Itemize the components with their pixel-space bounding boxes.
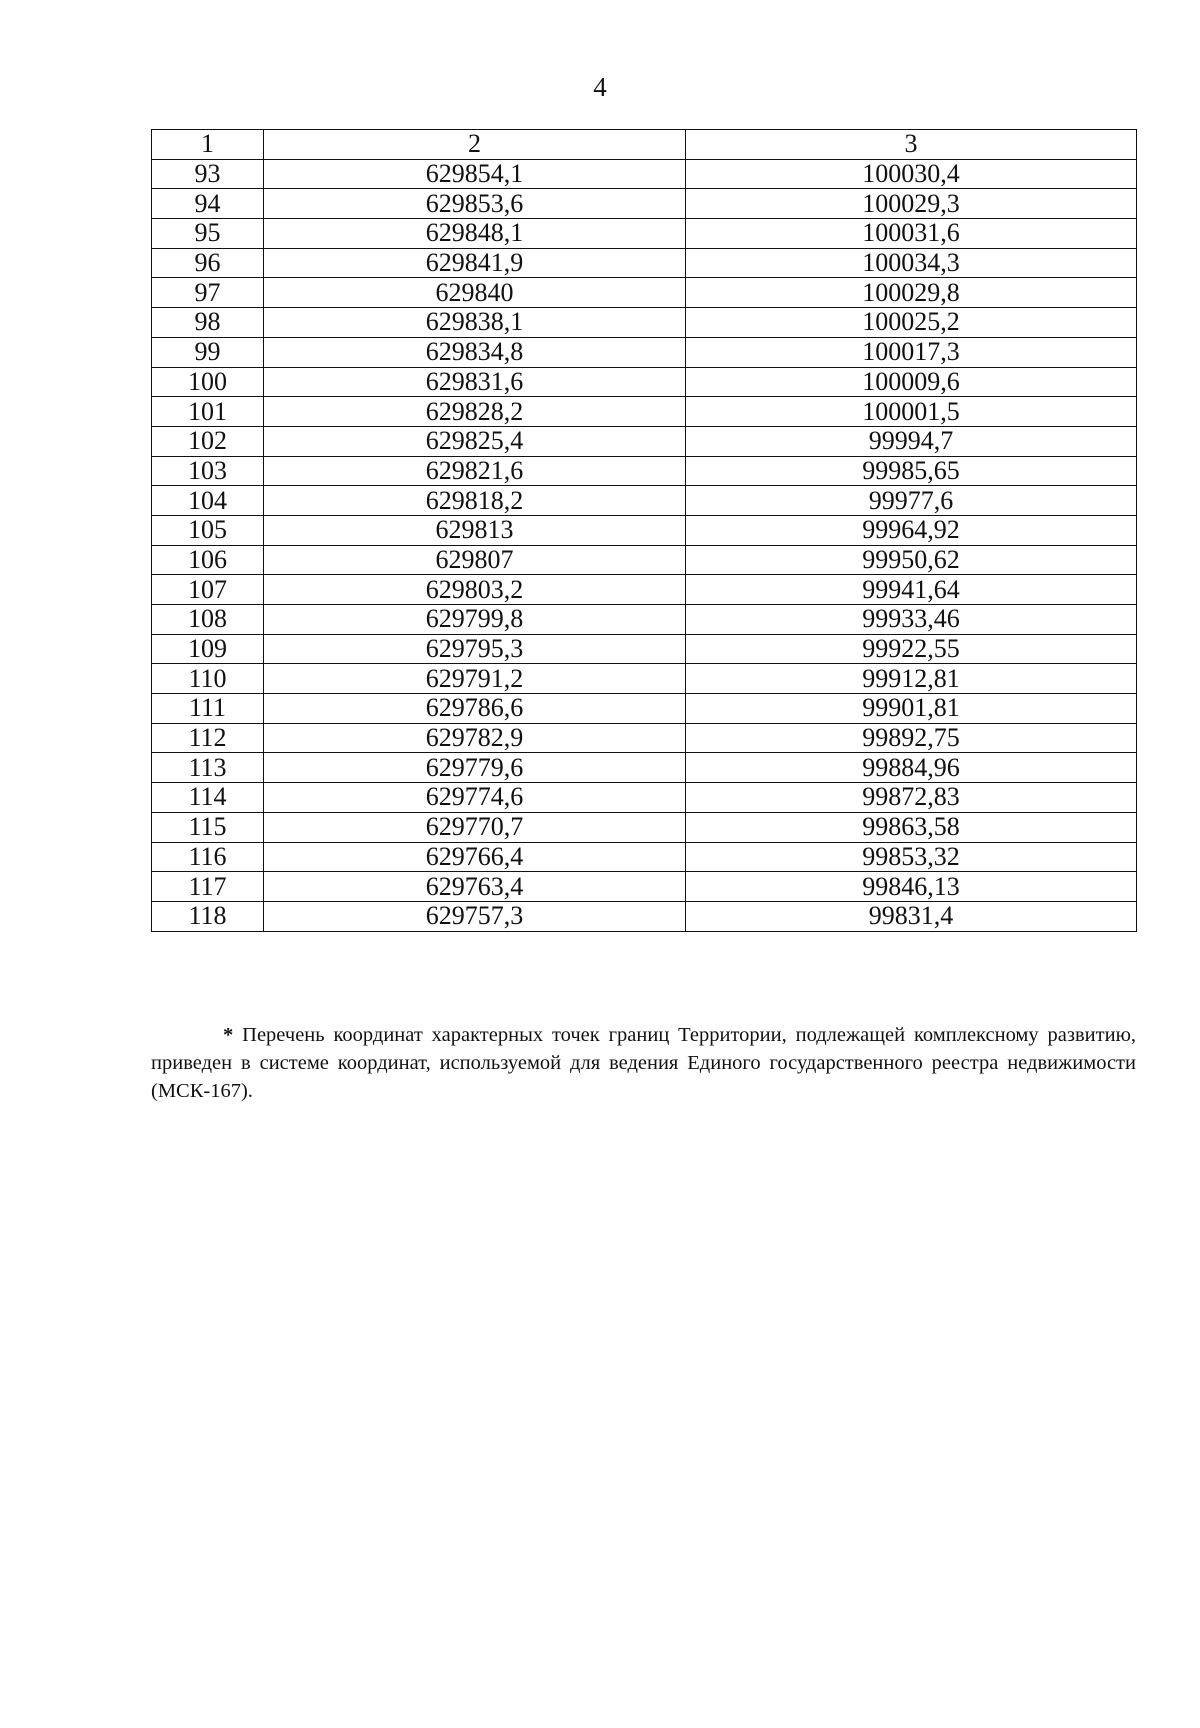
cell-y-coordinate: 100029,8 bbox=[686, 278, 1137, 308]
table-row bbox=[152, 189, 1137, 219]
table-row bbox=[152, 901, 1137, 931]
cell-y-coordinate: 100031,6 bbox=[686, 219, 1137, 249]
table-row bbox=[152, 753, 1137, 783]
cell-x-coordinate: 629853,6 bbox=[264, 189, 686, 219]
cell-y-coordinate: 100001,5 bbox=[686, 397, 1137, 427]
header-cell-x: 2 bbox=[264, 130, 686, 160]
cell-point-number: 94 bbox=[152, 189, 264, 219]
cell-point-number: 100 bbox=[152, 367, 264, 397]
table-row bbox=[152, 426, 1137, 456]
cell-y-coordinate: 99922,55 bbox=[686, 634, 1137, 664]
cell-x-coordinate: 629834,8 bbox=[264, 337, 686, 367]
cell-x-coordinate: 629813 bbox=[264, 515, 686, 545]
cell-y-coordinate: 99846,13 bbox=[686, 872, 1137, 902]
cell-y-coordinate: 99933,46 bbox=[686, 605, 1137, 635]
table-row bbox=[152, 308, 1137, 338]
table-row bbox=[152, 842, 1137, 872]
coordinates-table bbox=[151, 129, 1137, 932]
cell-x-coordinate: 629821,6 bbox=[264, 456, 686, 486]
cell-x-coordinate: 629757,3 bbox=[264, 901, 686, 931]
cell-point-number: 98 bbox=[152, 308, 264, 338]
cell-point-number: 115 bbox=[152, 812, 264, 842]
table-row bbox=[152, 337, 1137, 367]
cell-x-coordinate: 629791,2 bbox=[264, 664, 686, 694]
cell-point-number: 111 bbox=[152, 694, 264, 724]
cell-point-number: 109 bbox=[152, 634, 264, 664]
cell-point-number: 108 bbox=[152, 605, 264, 635]
cell-y-coordinate: 99950,62 bbox=[686, 545, 1137, 575]
table-row bbox=[152, 545, 1137, 575]
table-row bbox=[152, 456, 1137, 486]
table-row bbox=[152, 723, 1137, 753]
cell-x-coordinate: 629838,1 bbox=[264, 308, 686, 338]
cell-y-coordinate: 100009,6 bbox=[686, 367, 1137, 397]
table-row bbox=[152, 278, 1137, 308]
cell-point-number: 96 bbox=[152, 248, 264, 278]
cell-point-number: 118 bbox=[152, 901, 264, 931]
page-number: 4 bbox=[593, 72, 607, 102]
cell-x-coordinate: 629763,4 bbox=[264, 872, 686, 902]
cell-point-number: 104 bbox=[152, 486, 264, 516]
table-row bbox=[152, 486, 1137, 516]
footnote-text: Перечень координат характерных точек границ Территории, подлежащей комплексному развитию, приведен в системе координат, используемой для ведения Единого государственного реестра недвижимости (МСК-167). bbox=[151, 1023, 1137, 1102]
cell-point-number: 93 bbox=[152, 159, 264, 189]
cell-x-coordinate: 629854,1 bbox=[264, 159, 686, 189]
cell-y-coordinate: 99994,7 bbox=[686, 426, 1137, 456]
cell-point-number: 110 bbox=[152, 664, 264, 694]
cell-x-coordinate: 629828,2 bbox=[264, 397, 686, 427]
footnote bbox=[151, 1021, 1136, 1105]
cell-x-coordinate: 629779,6 bbox=[264, 753, 686, 783]
table-row bbox=[152, 159, 1137, 189]
cell-point-number: 114 bbox=[152, 783, 264, 813]
table-row bbox=[152, 367, 1137, 397]
cell-x-coordinate: 629841,9 bbox=[264, 248, 686, 278]
cell-point-number: 107 bbox=[152, 575, 264, 605]
cell-y-coordinate: 100025,2 bbox=[686, 308, 1137, 338]
cell-point-number: 102 bbox=[152, 426, 264, 456]
cell-x-coordinate: 629799,8 bbox=[264, 605, 686, 635]
cell-point-number: 97 bbox=[152, 278, 264, 308]
table-row bbox=[152, 248, 1137, 278]
cell-x-coordinate: 629807 bbox=[264, 545, 686, 575]
cell-y-coordinate: 99831,4 bbox=[686, 901, 1137, 931]
cell-y-coordinate: 100017,3 bbox=[686, 337, 1137, 367]
cell-x-coordinate: 629766,4 bbox=[264, 842, 686, 872]
table-row bbox=[152, 515, 1137, 545]
cell-x-coordinate: 629818,2 bbox=[264, 486, 686, 516]
cell-point-number: 99 bbox=[152, 337, 264, 367]
cell-y-coordinate: 100030,4 bbox=[686, 159, 1137, 189]
table-row bbox=[152, 783, 1137, 813]
cell-point-number: 101 bbox=[152, 397, 264, 427]
table-row bbox=[152, 219, 1137, 249]
table-row bbox=[152, 634, 1137, 664]
cell-x-coordinate: 629770,7 bbox=[264, 812, 686, 842]
cell-y-coordinate: 100034,3 bbox=[686, 248, 1137, 278]
cell-x-coordinate: 629840 bbox=[264, 278, 686, 308]
cell-x-coordinate: 629848,1 bbox=[264, 219, 686, 249]
coordinates-table-body bbox=[152, 130, 1137, 932]
header-cell-y: 3 bbox=[686, 130, 1137, 160]
cell-x-coordinate: 629786,6 bbox=[264, 694, 686, 724]
cell-point-number: 113 bbox=[152, 753, 264, 783]
table-row bbox=[152, 664, 1137, 694]
cell-y-coordinate: 99985,65 bbox=[686, 456, 1137, 486]
cell-y-coordinate: 99892,75 bbox=[686, 723, 1137, 753]
cell-point-number: 116 bbox=[152, 842, 264, 872]
cell-y-coordinate: 99872,83 bbox=[686, 783, 1137, 813]
cell-point-number: 105 bbox=[152, 515, 264, 545]
cell-y-coordinate: 99901,81 bbox=[686, 694, 1137, 724]
cell-x-coordinate: 629782,9 bbox=[264, 723, 686, 753]
cell-y-coordinate: 99884,96 bbox=[686, 753, 1137, 783]
table-row bbox=[152, 812, 1137, 842]
cell-y-coordinate: 100029,3 bbox=[686, 189, 1137, 219]
cell-x-coordinate: 629825,4 bbox=[264, 426, 686, 456]
table-row bbox=[152, 575, 1137, 605]
cell-point-number: 103 bbox=[152, 456, 264, 486]
cell-y-coordinate: 99912,81 bbox=[686, 664, 1137, 694]
header-cell-point-number: 1 bbox=[152, 130, 264, 160]
cell-point-number: 117 bbox=[152, 872, 264, 902]
table-row bbox=[152, 397, 1137, 427]
cell-y-coordinate: 99964,92 bbox=[686, 515, 1137, 545]
table-row bbox=[152, 605, 1137, 635]
table-row bbox=[152, 694, 1137, 724]
cell-y-coordinate: 99977,6 bbox=[686, 486, 1137, 516]
cell-x-coordinate: 629774,6 bbox=[264, 783, 686, 813]
footnote-marker: * bbox=[223, 1023, 234, 1046]
table-row bbox=[152, 872, 1137, 902]
cell-y-coordinate: 99941,64 bbox=[686, 575, 1137, 605]
cell-y-coordinate: 99863,58 bbox=[686, 812, 1137, 842]
cell-point-number: 112 bbox=[152, 723, 264, 753]
cell-x-coordinate: 629803,2 bbox=[264, 575, 686, 605]
cell-x-coordinate: 629795,3 bbox=[264, 634, 686, 664]
cell-y-coordinate: 99853,32 bbox=[686, 842, 1137, 872]
cell-point-number: 106 bbox=[152, 545, 264, 575]
cell-point-number: 95 bbox=[152, 219, 264, 249]
cell-x-coordinate: 629831,6 bbox=[264, 367, 686, 397]
table-header-row bbox=[152, 130, 1137, 160]
